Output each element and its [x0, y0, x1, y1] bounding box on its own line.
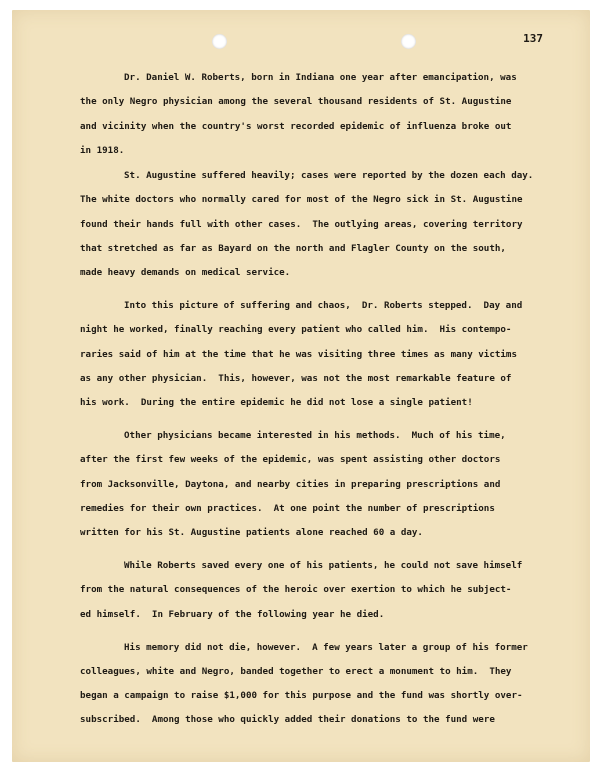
paragraph-3-line-4: as any other physician. This, however, was not the most remarkable feature of: [80, 373, 512, 385]
paragraph-5-line-3: ed himself. In February of the following year he died.: [80, 608, 385, 620]
paragraph-3-line-1: Into this picture of suffering and chaos, Dr. Roberts stepped. Day and: [124, 300, 523, 312]
paragraph-3-line-3: raries said of him at the time that he was visiting three times as many victims: [80, 348, 517, 360]
paper-sheet: [12, 10, 590, 762]
paragraph-4-line-3: from Jacksonville, Daytona, and nearby cities in preparing prescriptions and: [80, 478, 501, 490]
paragraph-4-line-2: after the first few weeks of the epidemic, was spent assisting other doctors: [80, 454, 501, 466]
paragraph-2-line-4: that stretched as far as Bayard on the north and Flagler County on the south,: [80, 243, 506, 255]
paragraph-2-line-2: The white doctors who normally cared for most of the Negro sick in St. Augustine: [80, 194, 523, 206]
paragraph-5-line-2: from the natural consequences of the heroic over exertion to which he subject-: [80, 584, 512, 596]
paragraph-4-line-4: remedies for their own practices. At one point the number of prescriptions: [80, 503, 495, 515]
binder-hole-right: [401, 34, 416, 49]
paragraph-3-line-2: night he worked, finally reaching every patient who called him. His contempo-: [80, 324, 512, 336]
paragraph-2-line-1: St. Augustine suffered heavily; cases were reported by the dozen each day.: [124, 170, 534, 182]
paragraph-4-line-1: Other physicians became interested in his methods. Much of his time,: [124, 430, 506, 442]
paragraph-1-line-4: in 1918.: [80, 144, 125, 156]
paragraph-6-line-2: colleagues, white and Negro, banded together to erect a monument to him. They: [80, 665, 512, 677]
document-body: [80, 66, 560, 733]
binder-hole-left: [212, 34, 227, 49]
paragraph-3-line-5: his work. During the entire epidemic he did not lose a single patient!: [80, 397, 473, 409]
paragraph-6-line-3: began a campaign to raise $1,000 for this purpose and the fund was shortly over-: [80, 690, 523, 702]
paragraph-1-line-3: and vicinity when the country's worst recorded epidemic of influenza broke out: [80, 120, 512, 132]
paragraph-1-line-2: the only Negro physician among the several thousand residents of St. Augustine: [80, 96, 512, 108]
paragraph-6-line-4: subscribed. Among those who quickly added their donations to the fund were: [80, 714, 495, 726]
paragraph-4-line-5: written for his St. Augustine patients alone reached 60 a day.: [80, 527, 423, 539]
paragraph-5-line-1: While Roberts saved every one of his patients, he could not save himself: [124, 560, 523, 572]
paragraph-2-line-3: found their hands full with other cases. The outlying areas, covering territory: [80, 218, 523, 230]
paragraph-2-line-5: made heavy demands on medical service.: [80, 267, 291, 279]
paragraph-6-line-1: His memory did not die, however. A few years later a group of his former: [124, 641, 528, 653]
paragraph-1-line-1: Dr. Daniel W. Roberts, born in Indiana one year after emancipation, was: [124, 72, 517, 83]
page-number: 137: [523, 32, 543, 45]
